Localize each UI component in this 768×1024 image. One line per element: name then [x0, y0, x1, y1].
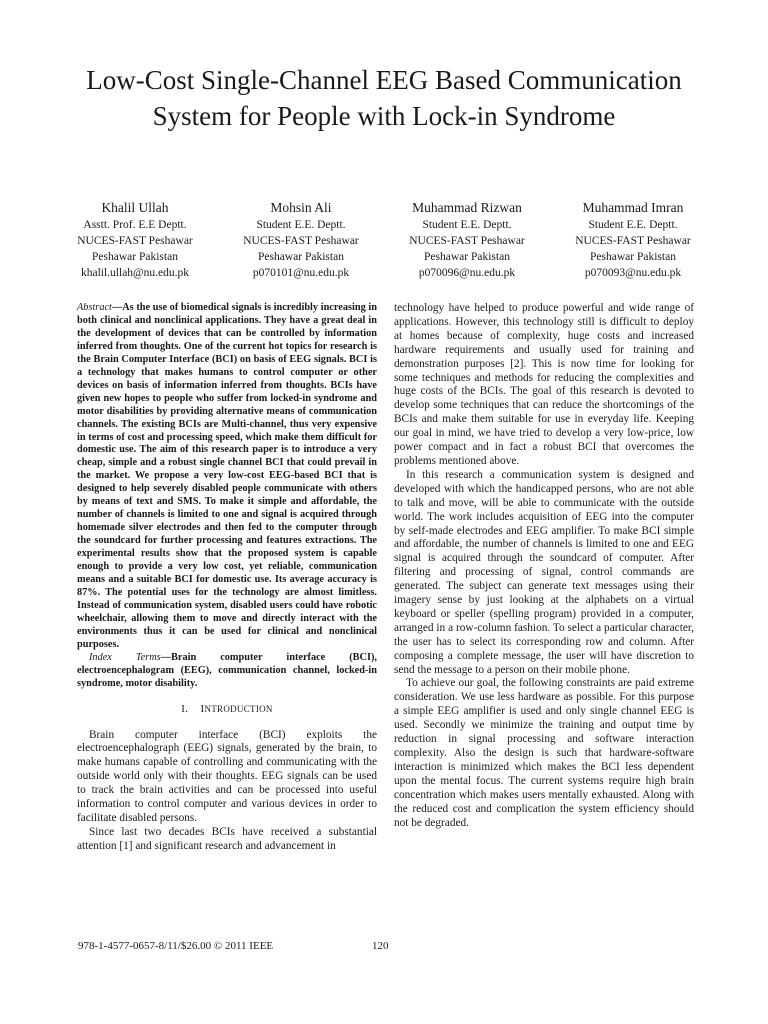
- author-org: NUCES-FAST Peshawar: [77, 235, 193, 247]
- abstract-text: —As the use of biomedical signals is incredibly increasing in both clinical and nonclinical applications. They have a great deal in the development of devices that can be controlled by information inferred from thoughts. One of the current hot topics for research is the Brain Computer Interface (BCI) on basis of EEG signals. BCI is a technology that makes humans to control computer or other devices on basis of information inferred from thoughts. BCIs have given new hopes to people who suffer from locked-in syndrome and motor disabilities by providing alternative means of communication channels. The existing BCIs are Multi-channel, thus very expensive in terms of cost and processing speed, which make them difficult for domestic use. The aim of this research paper is to introduce a very cheap, simple and a robust single channel BCI that could prevail in the market. We propose a very low-cost EEG-based BCI that is designed to help severely disabled people communicate with others by means of text and SMS. To make it simple and affordable, the number of channels is limited to one and signal is acquired through homemade silver electrodes and then fed to the computer through the soundcard for further processing and features extractions. The experimental results show that the proposed system is capable enough to provide a very low cost, yet reliable, communication means and a suitable BCI for domestic use. Its average accuracy is 87%. The potential uses for the technology are almost limitless. Instead of communication system, disabled users could have robotic wheelchair, allowing them to move and directly interact with the environments thus it can be used for clinical and nonclinical purposes.: [77, 302, 377, 650]
- paper-title: Low-Cost Single-Channel EEG Based Communication System for People with Lock-in Syndrome: [86, 65, 682, 131]
- author-role: Student E.E. Deptt.: [256, 219, 346, 231]
- right-paragraph-2: In this research a communication system is designed and developed with which the handicapped persons, who are not able to talk and move, will be able to communicate with the outside world. The work includes acquisition of EEG into the computer by self-made electrodes and EEG amplifier. To make BCI simple and affordable, the number of channels is limited to one and EEG signal is acquired through the soundcard of computer. After filtering and processing of signal, control commands are generated. The subject can generate text messages using their imagery sense by just looking at the alphabets on a virtual keyboard or speller (spelling program) provided in a computer, arranged in a row-column fashion. To select a particular character, the user has to select its corresponding row and column. After composing a complete message, the user will have discretion to send the message to a person on their mobile phone.: [394, 468, 694, 676]
- author-name: Khalil Ullah: [101, 200, 169, 215]
- author-role: Student E.E. Deptt.: [422, 219, 512, 231]
- author-name: Muhammad Imran: [582, 200, 684, 215]
- left-column: [77, 302, 377, 854]
- intro-paragraph-1: Brain computer interface (BCI) exploits the electroencephalograph (EEG) signals, generated by the brain, to make humans capable of controlling and communicating with the outside world only with their thoughts. EEG signals can be used to track the brain activities and can be processed into useful information to control computer and various devices in order to facilitate disabled persons.: [77, 728, 377, 824]
- index-terms-text: —Brain computer interface (BCI), electroencephalogram (EEG), communication channel, locked-in syndrome, motor disability.: [77, 651, 377, 689]
- author-4: [550, 198, 716, 281]
- author-name: Muhammad Rizwan: [412, 200, 522, 215]
- author-location: Peshawar Pakistan: [92, 251, 178, 263]
- section-heading-introduction: [77, 703, 377, 717]
- abstract-label: Abstract: [77, 302, 112, 313]
- author-email: khalil.ullah@nu.edu.pk: [80, 267, 189, 279]
- author-location: Peshawar Pakistan: [424, 251, 510, 263]
- author-email: p070101@nu.edu.pk: [252, 267, 350, 279]
- abstract: [77, 302, 377, 652]
- author-email: p070093@nu.edu.pk: [584, 267, 682, 279]
- right-paragraph-1: technology have helped to produce powerful and wide range of applications. However, this technology still is difficult to deploy at homes because of complexity, huge costs and increased hardware requirements and usually used for training and demonstration purposes [2]. This is now time for looking for some techniques and methods for reducing the complexities and huge costs of the BCIs. The goal of this research is devoted to develop some techniques that can reduce the shortcomings of the BCIs and make them suitable for use in everyday life. Keeping our goal in mind, we have tried to develop a very low-price, low power compact and in fact a robust BCI that overcomes the problems mentioned above.: [394, 302, 694, 467]
- author-name: Mohsin Ali: [270, 200, 332, 215]
- author-location: Peshawar Pakistan: [258, 251, 344, 263]
- right-column: [394, 302, 694, 830]
- author-org: NUCES-FAST Peshawar: [409, 235, 525, 247]
- author-org: NUCES-FAST Peshawar: [243, 235, 359, 247]
- author-role: Student E.E. Deptt.: [588, 219, 678, 231]
- author-org: NUCES-FAST Peshawar: [575, 235, 691, 247]
- author-email: p070096@nu.edu.pk: [418, 267, 516, 279]
- right-paragraph-3: To achieve our goal, the following constraints are paid extreme consideration. We use less hardware as possible. For this purpose a simple EEG amplifier is used and only single channel EEG is used. Secondly we minimize the training and output time by reduction in signal processing and software interaction complexity. Also the design is such that hardware-software interaction is minimized which makes the BCI less dependent upon the mental focus. The current systems require high brain concentration which makes users mentally exhausted. Along with the reduced cost and complication the system efficiency should not be degraded.: [394, 677, 694, 829]
- section-title-initial: I: [200, 702, 205, 715]
- author-location: Peshawar Pakistan: [590, 251, 676, 263]
- section-title-rest: NTRODUCTION: [204, 703, 273, 714]
- page-number: 120: [372, 940, 389, 952]
- author-role: Asstt. Prof. E.E Deptt.: [83, 219, 187, 231]
- copyright-notice: 978-1-4577-0657-8/11/$26.00 © 2011 IEEE: [78, 940, 274, 952]
- section-number: I.: [181, 702, 189, 715]
- author-3: [384, 198, 550, 281]
- intro-paragraph-2: Since last two decades BCIs have received a substantial attention [1] and significant research and advancement in: [77, 825, 377, 852]
- author-2: [218, 198, 384, 281]
- index-terms: [77, 652, 377, 691]
- index-terms-label: Index Terms: [89, 651, 161, 663]
- author-1: [52, 198, 218, 281]
- author-block: [52, 198, 716, 281]
